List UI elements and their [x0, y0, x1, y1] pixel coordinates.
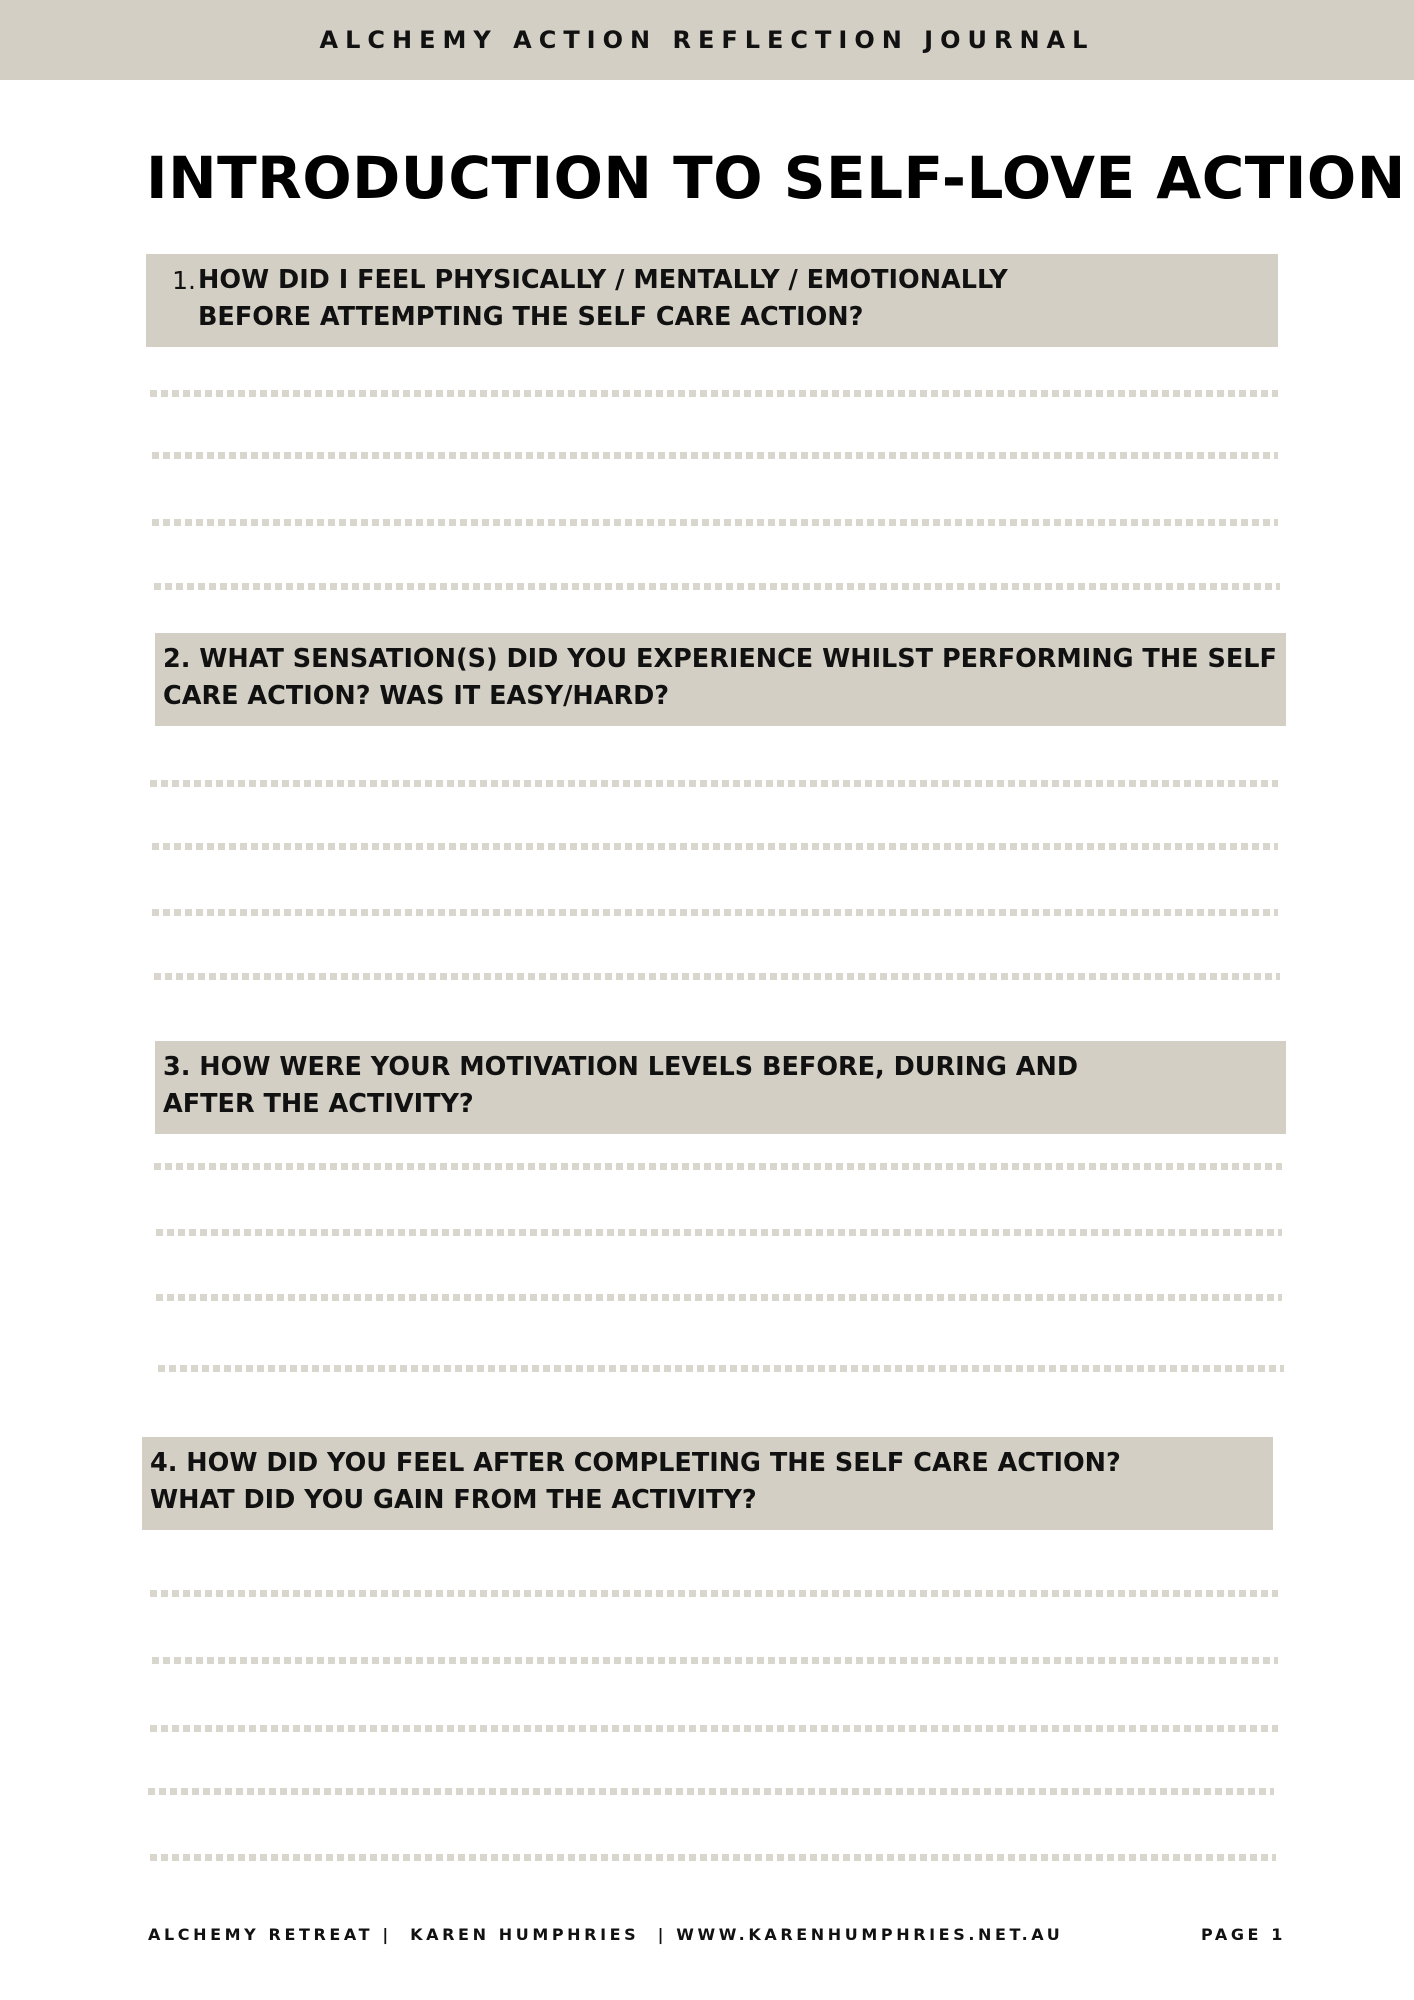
answer-line[interactable] — [152, 452, 1278, 459]
answer-line[interactable] — [150, 1725, 1278, 1732]
answer-line[interactable] — [154, 973, 1280, 980]
question-2-box — [155, 633, 1286, 726]
answer-line[interactable] — [150, 1590, 1278, 1597]
footer-credits: ALCHEMY RETREAT | KAREN HUMPHRIES | WWW.KARENHUMPHRIES.NET.AU — [148, 1925, 1064, 1944]
header-title: ALCHEMY ACTION REFLECTION JOURNAL — [319, 26, 1095, 54]
question-1-text: HOW DID I FEEL PHYSICALLY / MENTALLY / EMOTIONALLY BEFORE ATTEMPTING THE SELF CARE ACTION? — [198, 265, 1008, 332]
question-4-line-1: 4. HOW DID YOU FEEL AFTER COMPLETING THE SELF CARE ACTION? — [150, 1448, 1121, 1478]
answer-line[interactable] — [150, 390, 1278, 397]
answer-line[interactable] — [152, 1657, 1278, 1664]
answer-line[interactable] — [148, 1788, 1274, 1795]
answer-line[interactable] — [154, 583, 1280, 590]
question-1-number: 1. — [172, 266, 196, 295]
answer-line[interactable] — [152, 843, 1278, 850]
question-3-box — [155, 1041, 1286, 1134]
page-title: INTRODUCTION TO SELF-LOVE ACTION — [146, 144, 1406, 212]
question-2-text: 2. WHAT SENSATION(S) DID YOU EXPERIENCE WHILST PERFORMING THE SELF CARE ACTION? WAS IT EASY/HARD? — [163, 644, 1277, 711]
answer-line[interactable] — [152, 909, 1278, 916]
question-3-text: 3. HOW WERE YOUR MOTIVATION LEVELS BEFORE, DURING AND AFTER THE ACTIVITY? — [163, 1052, 1079, 1119]
answer-line[interactable] — [156, 1229, 1282, 1236]
answer-line[interactable] — [158, 1365, 1284, 1372]
answer-line[interactable] — [150, 1854, 1276, 1861]
question-4-box — [142, 1437, 1273, 1530]
question-1-box — [146, 254, 1278, 347]
header-band — [0, 0, 1414, 80]
answer-line[interactable] — [152, 519, 1278, 526]
question-4-line-2: WHAT DID YOU GAIN FROM THE ACTIVITY? — [150, 1485, 757, 1515]
footer-page-number: PAGE 1 — [1200, 1925, 1286, 1944]
answer-line[interactable] — [156, 1294, 1282, 1301]
answer-line[interactable] — [154, 1163, 1282, 1170]
answer-line[interactable] — [150, 780, 1278, 787]
